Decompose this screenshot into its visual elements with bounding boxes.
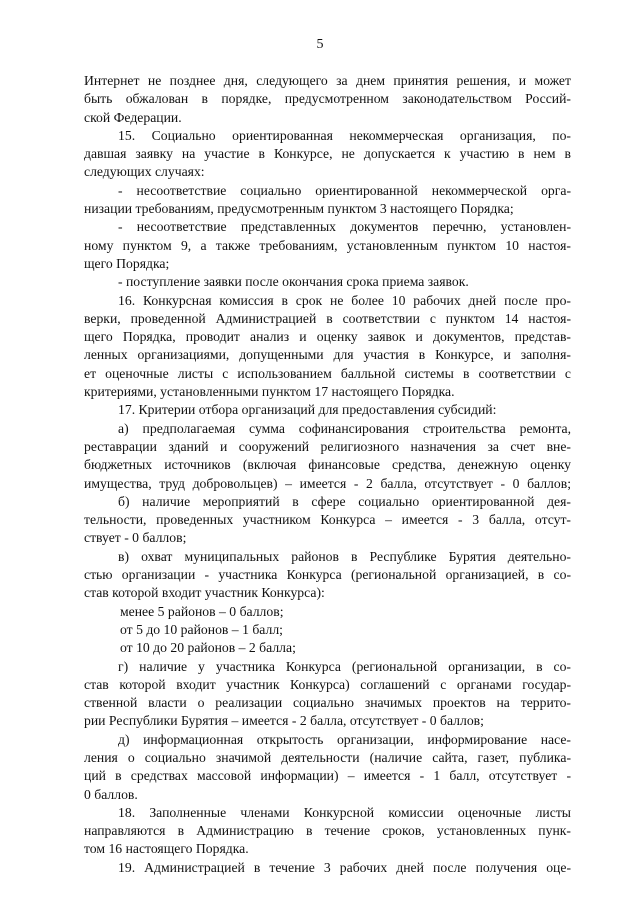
text-line: 17. Критерии отбора организаций для предоставления субсидий: xyxy=(118,402,497,418)
text-line: ления о социально значимой деятельности (наличие сайта, газет, публика- xyxy=(84,749,571,765)
text-line: том 16 настоящего Порядка. xyxy=(84,841,249,857)
text-line: от 5 до 10 районов – 1 балл; xyxy=(120,621,283,637)
text-line: низации требованиям, предусмотренным пунктом 3 настоящего Порядка; xyxy=(84,201,514,217)
text-line: ственной власти о реализации социально значимых проектов на террито- xyxy=(84,695,571,711)
text-line: 0 баллов. xyxy=(84,786,138,802)
text-line: быть обжалован в порядке, предусмотренном законодательством Россий- xyxy=(84,91,571,107)
text-line: менее 5 районов – 0 баллов; xyxy=(120,603,284,619)
text-line: давшая заявку на участие в Конкурсе, не допускается к участию в нем в xyxy=(84,146,571,162)
text-line: имущества, труд добровольцев) – имеется - 2 балла, отсутствует - 0 баллов; xyxy=(84,475,571,491)
text-line: щего Порядка, проводит анализ и оценку заявок и документов, представ- xyxy=(84,329,571,345)
text-line: 18. Заполненные членами Конкурсной комиссии оценочные листы xyxy=(118,804,571,820)
text-line: - поступление заявки после окончания срока приема заявок. xyxy=(118,274,469,290)
text-line: верки, проведенной Администрацией в соответствии с пунктом 14 настоя- xyxy=(84,310,571,326)
text-line: тельности, проведенных участником Конкурса – имеется - 3 балла, отсут- xyxy=(84,512,571,528)
text-line: реставрации зданий и сооружений религиозного назначения за счет вне- xyxy=(84,438,571,454)
text-line: ному пунктом 9, а также требованиям, установленным пунктом 10 настоя- xyxy=(84,237,571,253)
text-line: ствует - 0 баллов; xyxy=(84,530,187,546)
text-line: щего Порядка; xyxy=(84,255,170,271)
text-line: ет оценочные листы с использованием балльной системы в соответствии с xyxy=(84,365,571,381)
text-line: бюджетных источников (включая финансовые средства, денежную оценку xyxy=(84,457,571,473)
text-line: 15. Социально ориентированная некоммерческая организация, по- xyxy=(118,127,571,143)
text-line: став которой входит участник Конкурса): xyxy=(84,585,325,601)
text-line: следующих случаях: xyxy=(84,164,205,180)
text-line: а) предполагаемая сумма софинансирования строительства ремонта, xyxy=(118,420,571,436)
text-line: г) наличие у участника Конкурса (региональной организации, в со- xyxy=(118,658,571,674)
page-number: 5 xyxy=(316,37,324,52)
text-line: Интернет не позднее дня, следующего за днем принятия решения, и может xyxy=(84,73,571,88)
text-line: от 10 до 20 районов – 2 балла; xyxy=(120,640,296,656)
text-line: ций в средствах массовой информации) – имеется - 1 балл, отсутствует - xyxy=(84,768,571,784)
text-line: став которой входит участник Конкурса) соглашений с органами государ- xyxy=(84,676,571,692)
text-line: - несоответствие представленных документов перечню, установлен- xyxy=(118,219,571,235)
document-body xyxy=(84,72,571,877)
text-line: ленных организациями, допущенными для участия в Конкурсе, и заполня- xyxy=(84,347,571,363)
text-line: д) информационная открытость организации, информирование насе- xyxy=(118,731,571,747)
text-line: б) наличие мероприятий в сфере социально ориентированной дея- xyxy=(118,493,571,509)
text-line: направляются в Администрацию в течение сроков, установленных пунк- xyxy=(84,823,571,839)
text-line: 19. Администрацией в течение 3 рабочих дней после получения оце- xyxy=(118,859,571,875)
text-line: - несоответствие социально ориентированной некоммерческой орга- xyxy=(118,182,571,198)
text-line: в) охват муниципальных районов в Республике Бурятия деятельно- xyxy=(118,548,571,564)
text-line: рии Республики Бурятия – имеется - 2 балла, отсутствует - 0 баллов; xyxy=(84,713,484,729)
text-line: стью организации - участника Конкурса (региональной организацией, в со- xyxy=(84,567,571,583)
text-line: 16. Конкурсная комиссия в срок не более 10 рабочих дней после про- xyxy=(118,292,571,308)
text-line: критериями, установленными пунктом 17 настоящего Порядка. xyxy=(84,384,455,400)
text-line: ской Федерации. xyxy=(84,109,182,125)
